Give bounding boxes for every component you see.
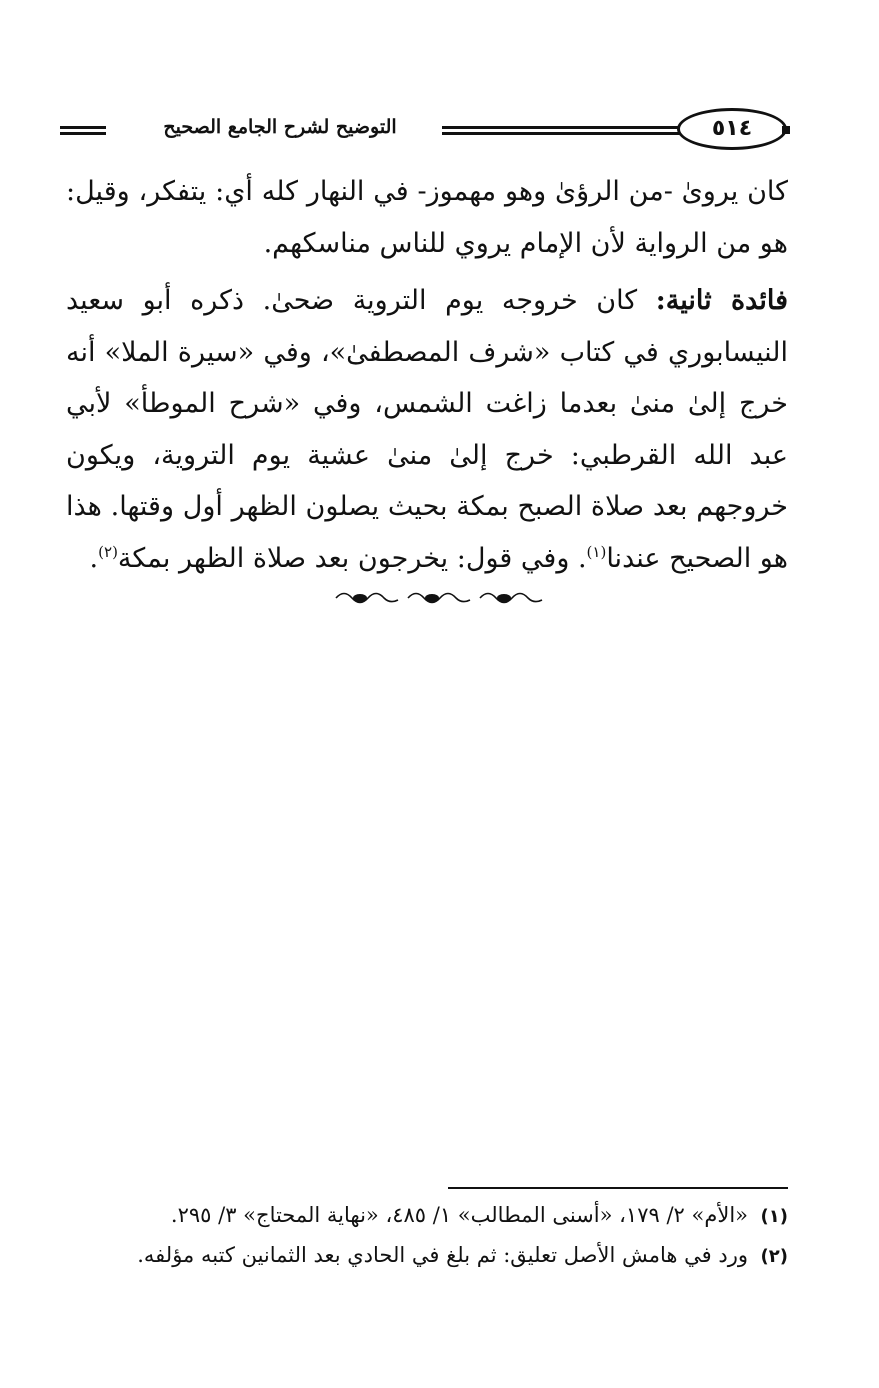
footnote xyxy=(66,1196,788,1236)
paragraph-text: . وفي قول: يخرجون بعد صلاة الظهر بمكة xyxy=(117,542,587,574)
footnote-reference[interactable]: (١) xyxy=(586,542,607,561)
body-text xyxy=(66,166,788,584)
header-rule xyxy=(60,132,106,135)
footnote-separator xyxy=(448,1187,788,1189)
footnote xyxy=(66,1236,788,1276)
paragraph-text: كان خروجه يوم التروية ضحىٰ. ذكره أبو سعيد النيسابوري في كتاب «شرف المصطفىٰ»، وفي «سيرة الملا» أنه خرج إلىٰ منىٰ بعدما زاغت الشمس، وفي «شرح الموطأ» لأبي عبد الله القرطبي: خرج إلىٰ منىٰ عشية يوم التروية، ويكون خروجهم بعد صلاة الصبح بمكة بحيث يصلون الظهر أول وقتها. هذا هو الصحيح عندنا xyxy=(66,285,788,574)
header-rule-end xyxy=(782,126,790,134)
paragraph xyxy=(66,275,788,584)
header-rule xyxy=(60,126,106,129)
footnote-number: (٢) xyxy=(760,1246,788,1267)
footnote-text: «الأم» ٢/ ١٧٩، «أسنى المطالب» ١/ ٤٨٥، «نهاية المحتاج» ٣/ ٢٩٥. xyxy=(170,1203,748,1227)
page-number: ٥١٤ xyxy=(677,108,787,150)
section-divider-ornament xyxy=(315,588,565,610)
paragraph-heading: فائدة ثانية: xyxy=(655,285,788,316)
paragraph-text: . xyxy=(89,542,99,574)
footnote-number: (١) xyxy=(760,1206,788,1227)
paragraph: كان يروىٰ -من الرؤىٰ وهو مهموز- في النهار كله أي: يتفكر، وقيل: هو من الرواية لأن الإمام يروي للناس مناسكهم. xyxy=(66,176,788,259)
footnotes xyxy=(66,1196,788,1276)
footnote-text: ورد في هامش الأصل تعليق: ثم بلغ في الحادي بعد الثمانين كتبه مؤلفه. xyxy=(137,1243,748,1267)
running-header xyxy=(60,108,790,154)
footnote-reference[interactable]: (٢) xyxy=(98,542,118,561)
running-title: التوضيح لشرح الجامع الصحيح xyxy=(163,116,397,138)
